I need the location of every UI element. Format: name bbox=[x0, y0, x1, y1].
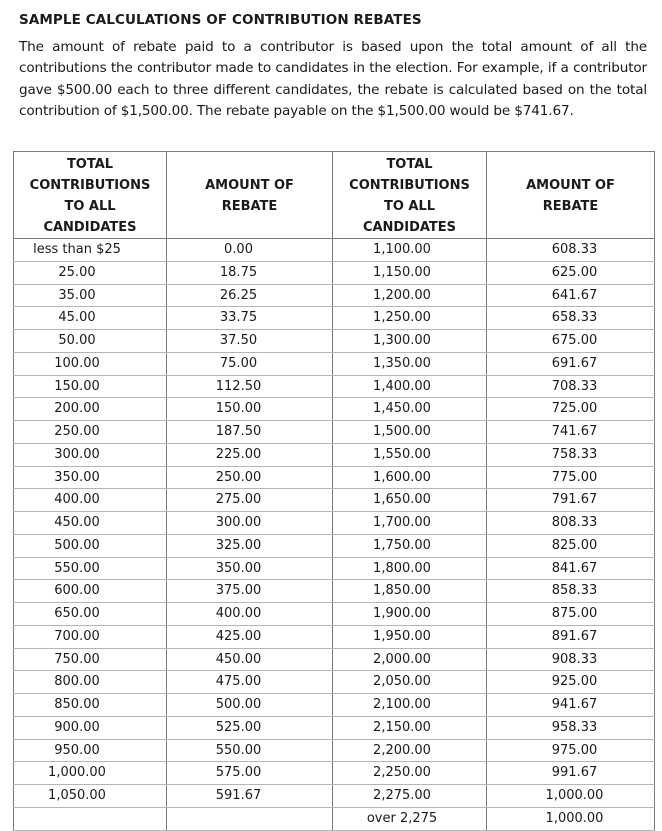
total-contribution-cell: 150.00 bbox=[14, 375, 167, 398]
total-contribution-cell: 1,650.00 bbox=[333, 489, 487, 512]
rebate-amount-cell: 675.00 bbox=[487, 330, 655, 353]
rebate-amount-cell: 450.00 bbox=[167, 648, 333, 671]
total-contribution-cell: 1,500.00 bbox=[333, 421, 487, 444]
rebate-amount-cell: 187.50 bbox=[167, 421, 333, 444]
table-row bbox=[14, 261, 655, 284]
table-row bbox=[14, 557, 655, 580]
header-amount-of-rebate-2 bbox=[487, 152, 655, 239]
total-contribution-cell: 1,950.00 bbox=[333, 625, 487, 648]
table-row bbox=[14, 762, 655, 785]
rebate-amount-cell: 225.00 bbox=[167, 443, 333, 466]
rebate-amount-cell: 250.00 bbox=[167, 466, 333, 489]
intro-paragraph: The amount of rebate paid to a contributor is based upon the total amount of all the contributions the contributor made to candidates in the election. For example, if a contributor gave $500.00 each to three different candidates, the rebate is calculated based on the total contribution of $1,500.00. The rebate payable on the $1,500.00 would be $741.67. bbox=[19, 39, 647, 119]
table-row bbox=[14, 375, 655, 398]
total-contribution-cell: 1,300.00 bbox=[333, 330, 487, 353]
header-line: CANDIDATES bbox=[43, 219, 137, 235]
rebate-amount-cell: 0.00 bbox=[167, 239, 333, 262]
rebate-amount-cell: 150.00 bbox=[167, 398, 333, 421]
rebate-amount-cell: 575.00 bbox=[167, 762, 333, 785]
rebate-table-body bbox=[14, 239, 655, 831]
rebate-amount-cell: 325.00 bbox=[167, 534, 333, 557]
total-contribution-cell: 1,850.00 bbox=[333, 580, 487, 603]
rebate-amount-cell: 525.00 bbox=[167, 716, 333, 739]
rebate-amount-cell: 275.00 bbox=[167, 489, 333, 512]
header-line: AMOUNT OF bbox=[526, 177, 615, 193]
rebate-amount-cell: 37.50 bbox=[167, 330, 333, 353]
total-contribution-cell: 2,150.00 bbox=[333, 716, 487, 739]
table-row bbox=[14, 330, 655, 353]
total-contribution-cell: 600.00 bbox=[14, 580, 167, 603]
rebate-table bbox=[13, 151, 655, 831]
rebate-amount-cell: 858.33 bbox=[487, 580, 655, 603]
header-line: CONTRIBUTIONS bbox=[349, 177, 470, 193]
header-line: TO ALL bbox=[64, 198, 116, 214]
rebate-amount-cell: 841.67 bbox=[487, 557, 655, 580]
total-contribution-cell: 1,800.00 bbox=[333, 557, 487, 580]
document-title: SAMPLE CALCULATIONS OF CONTRIBUTION REBATES bbox=[19, 12, 422, 28]
rebate-amount-cell: 775.00 bbox=[487, 466, 655, 489]
table-row bbox=[14, 807, 655, 830]
total-contribution-cell: 2,200.00 bbox=[333, 739, 487, 762]
total-contribution-cell: 50.00 bbox=[14, 330, 167, 353]
rebate-amount-cell: 18.75 bbox=[167, 261, 333, 284]
total-contribution-cell: 1,100.00 bbox=[333, 239, 487, 262]
total-contribution-cell: 2,050.00 bbox=[333, 671, 487, 694]
rebate-amount-cell: 608.33 bbox=[487, 239, 655, 262]
table-row bbox=[14, 739, 655, 762]
rebate-amount-cell: 500.00 bbox=[167, 694, 333, 717]
rebate-amount-cell: 625.00 bbox=[487, 261, 655, 284]
rebate-amount-cell: 825.00 bbox=[487, 534, 655, 557]
table-row bbox=[14, 443, 655, 466]
total-contribution-cell: 100.00 bbox=[14, 352, 167, 375]
rebate-amount-cell: 925.00 bbox=[487, 671, 655, 694]
table-row bbox=[14, 580, 655, 603]
rebate-amount-cell: 300.00 bbox=[167, 512, 333, 535]
table-row bbox=[14, 785, 655, 808]
rebate-amount-cell: 1,000.00 bbox=[487, 785, 655, 808]
table-row bbox=[14, 512, 655, 535]
total-contribution-cell: 450.00 bbox=[14, 512, 167, 535]
table-row bbox=[14, 671, 655, 694]
total-contribution-cell: 1,350.00 bbox=[333, 352, 487, 375]
total-contribution-cell: over 2,275 bbox=[333, 807, 487, 830]
rebate-amount-cell: 791.67 bbox=[487, 489, 655, 512]
header-line: TO ALL bbox=[383, 198, 436, 214]
table-row bbox=[14, 421, 655, 444]
rebate-amount-cell: 725.00 bbox=[487, 398, 655, 421]
rebate-amount-cell bbox=[167, 807, 333, 830]
total-contribution-cell: 1,900.00 bbox=[333, 603, 487, 626]
header-line: REBATE bbox=[221, 198, 278, 214]
total-contribution-cell: 1,550.00 bbox=[333, 443, 487, 466]
total-contribution-cell: 1,150.00 bbox=[333, 261, 487, 284]
rebate-amount-cell: 1,000.00 bbox=[487, 807, 655, 830]
table-row bbox=[14, 284, 655, 307]
rebate-amount-cell: 400.00 bbox=[167, 603, 333, 626]
total-contribution-cell: 2,000.00 bbox=[333, 648, 487, 671]
rebate-amount-cell: 958.33 bbox=[487, 716, 655, 739]
table-row bbox=[14, 694, 655, 717]
total-contribution-cell: 1,750.00 bbox=[333, 534, 487, 557]
header-line: TOTAL bbox=[66, 156, 114, 172]
rebate-amount-cell: 550.00 bbox=[167, 739, 333, 762]
total-contribution-cell: 1,400.00 bbox=[333, 375, 487, 398]
rebate-amount-cell: 658.33 bbox=[487, 307, 655, 330]
rebate-amount-cell: 975.00 bbox=[487, 739, 655, 762]
rebate-amount-cell: 941.67 bbox=[487, 694, 655, 717]
rebate-amount-cell: 875.00 bbox=[487, 603, 655, 626]
rebate-amount-cell: 591.67 bbox=[167, 785, 333, 808]
rebate-amount-cell: 641.67 bbox=[487, 284, 655, 307]
rebate-amount-cell: 991.67 bbox=[487, 762, 655, 785]
total-contribution-cell: 350.00 bbox=[14, 466, 167, 489]
rebate-amount-cell: 112.50 bbox=[167, 375, 333, 398]
total-contribution-cell: 1,050.00 bbox=[14, 785, 167, 808]
total-contribution-cell: 1,450.00 bbox=[333, 398, 487, 421]
table-row bbox=[14, 489, 655, 512]
total-contribution-cell: 1,200.00 bbox=[333, 284, 487, 307]
rebate-amount-cell: 708.33 bbox=[487, 375, 655, 398]
table-row bbox=[14, 466, 655, 489]
total-contribution-cell: 2,250.00 bbox=[333, 762, 487, 785]
total-contribution-cell: 650.00 bbox=[14, 603, 167, 626]
total-contribution-cell: 400.00 bbox=[14, 489, 167, 512]
table-row bbox=[14, 648, 655, 671]
rebate-amount-cell: 691.67 bbox=[487, 352, 655, 375]
total-contribution-cell: less than $25 bbox=[14, 239, 167, 262]
header-line: CONTRIBUTIONS bbox=[29, 177, 151, 193]
header-total-contributions-2 bbox=[333, 152, 487, 239]
total-contribution-cell: 750.00 bbox=[14, 648, 167, 671]
total-contribution-cell: 900.00 bbox=[14, 716, 167, 739]
total-contribution-cell: 700.00 bbox=[14, 625, 167, 648]
header-total-contributions bbox=[14, 152, 167, 239]
total-contribution-cell: 1,700.00 bbox=[333, 512, 487, 535]
total-contribution-cell: 2,275.00 bbox=[333, 785, 487, 808]
rebate-amount-cell: 75.00 bbox=[167, 352, 333, 375]
total-contribution-cell: 25.00 bbox=[14, 261, 167, 284]
table-row bbox=[14, 239, 655, 262]
total-contribution-cell bbox=[14, 807, 167, 830]
rebate-amount-cell: 808.33 bbox=[487, 512, 655, 535]
rebate-amount-cell: 425.00 bbox=[167, 625, 333, 648]
total-contribution-cell: 1,600.00 bbox=[333, 466, 487, 489]
rebate-amount-cell: 350.00 bbox=[167, 557, 333, 580]
total-contribution-cell: 2,100.00 bbox=[333, 694, 487, 717]
header-row bbox=[14, 152, 655, 239]
rebate-amount-cell: 908.33 bbox=[487, 648, 655, 671]
table-row bbox=[14, 625, 655, 648]
total-contribution-cell: 1,000.00 bbox=[14, 762, 167, 785]
total-contribution-cell: 550.00 bbox=[14, 557, 167, 580]
rebate-amount-cell: 33.75 bbox=[167, 307, 333, 330]
rebate-amount-cell: 741.67 bbox=[487, 421, 655, 444]
total-contribution-cell: 800.00 bbox=[14, 671, 167, 694]
total-contribution-cell: 45.00 bbox=[14, 307, 167, 330]
header-line: AMOUNT OF bbox=[205, 177, 294, 193]
table-row bbox=[14, 307, 655, 330]
table-row bbox=[14, 352, 655, 375]
rebate-amount-cell: 758.33 bbox=[487, 443, 655, 466]
table-row bbox=[14, 398, 655, 421]
total-contribution-cell: 250.00 bbox=[14, 421, 167, 444]
total-contribution-cell: 35.00 bbox=[14, 284, 167, 307]
header-amount-of-rebate bbox=[167, 152, 333, 239]
total-contribution-cell: 1,250.00 bbox=[333, 307, 487, 330]
total-contribution-cell: 200.00 bbox=[14, 398, 167, 421]
rebate-amount-cell: 891.67 bbox=[487, 625, 655, 648]
table-row bbox=[14, 534, 655, 557]
table-row bbox=[14, 603, 655, 626]
rebate-amount-cell: 475.00 bbox=[167, 671, 333, 694]
header-line: REBATE bbox=[542, 198, 599, 214]
total-contribution-cell: 500.00 bbox=[14, 534, 167, 557]
rebate-amount-cell: 375.00 bbox=[167, 580, 333, 603]
total-contribution-cell: 300.00 bbox=[14, 443, 167, 466]
rebate-amount-cell: 26.25 bbox=[167, 284, 333, 307]
header-line: TOTAL bbox=[386, 156, 433, 172]
table-row bbox=[14, 716, 655, 739]
rebate-table-header bbox=[14, 152, 655, 239]
document-page bbox=[19, 0, 647, 826]
total-contribution-cell: 850.00 bbox=[14, 694, 167, 717]
total-contribution-cell: 950.00 bbox=[14, 739, 167, 762]
header-line: CANDIDATES bbox=[362, 219, 457, 235]
